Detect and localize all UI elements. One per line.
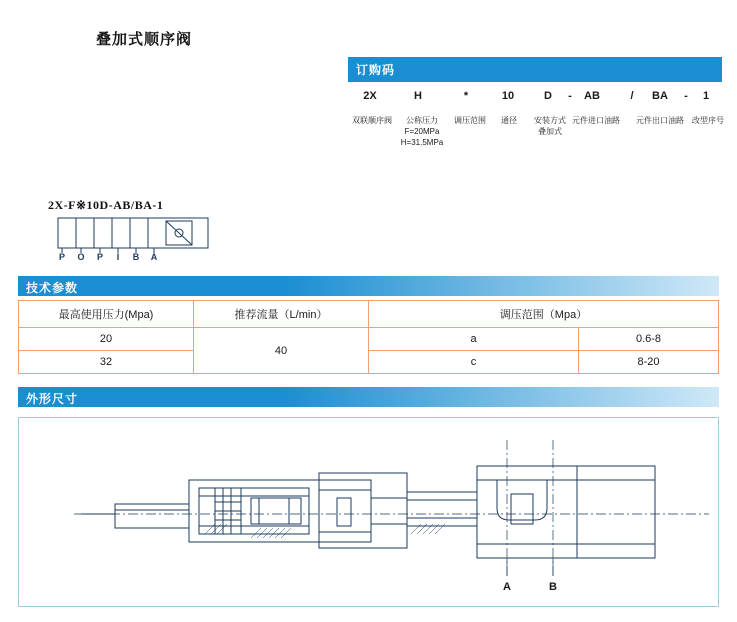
order-code-segment: D [544, 90, 552, 102]
order-code-description: 安装方式 叠加式 [534, 116, 566, 136]
order-code-description: 调压范围 [454, 116, 486, 125]
order-code-row [348, 90, 722, 116]
order-code-description: 通径 [501, 116, 517, 125]
hydraulic-symbol-block [48, 198, 268, 264]
order-code-segment: * [463, 90, 469, 102]
order-code-segment: 10 [501, 90, 515, 102]
order-code-description: 改型序号 [692, 116, 724, 125]
table-row [19, 351, 719, 374]
order-code-separator: - [684, 90, 688, 102]
cell-range-code: c [369, 351, 579, 374]
symbol-port-label: I [116, 252, 120, 261]
dimension-drawing-frame [18, 417, 719, 607]
table-row [19, 328, 719, 351]
order-code-separator: - [568, 90, 572, 102]
hydraulic-symbol-diagram [48, 215, 228, 261]
dimension-drawing [19, 418, 718, 606]
symbol-port-label: B [132, 252, 140, 261]
order-code-segment: AB [584, 90, 600, 102]
technical-parameters-header: 技术参数 [18, 276, 719, 296]
cell-pressure: 20 [19, 328, 194, 351]
column-header-flow: 推荐流量（L/min） [194, 301, 369, 328]
table-header-row [19, 301, 719, 328]
symbol-model-label: 2X-F※10D-AB/BA-1 [48, 198, 164, 212]
symbol-port-label: P [58, 252, 66, 261]
dimension-section-header: 外形尺寸 [18, 387, 719, 407]
page-title: 叠加式顺序阀 [96, 31, 193, 48]
symbol-port-label: O [77, 252, 85, 261]
order-code-description: 元件进口油路 [572, 116, 620, 125]
order-code-segment: 1 [702, 90, 710, 102]
order-code-segment: BA [652, 90, 668, 102]
cell-pressure: 32 [19, 351, 194, 374]
symbol-port-label: A [150, 252, 158, 261]
technical-parameters-table [18, 300, 719, 374]
order-code-segment: H [414, 90, 422, 102]
column-header-pressure: 最高使用压力(Mpa) [19, 301, 194, 328]
cell-flow: 40 [194, 328, 369, 374]
cell-range-code: a [369, 328, 579, 351]
dimension-callout-a: A [503, 581, 511, 593]
cell-range-value: 8-20 [579, 351, 719, 374]
order-code-panel [348, 57, 722, 178]
column-header-range: 调压范围（Mpa） [369, 301, 719, 328]
order-code-separator: / [630, 90, 634, 102]
order-code-description: 双联顺序阀 [352, 116, 392, 125]
dimension-callout-b: B [549, 581, 557, 593]
cell-range-value: 0.6-8 [579, 328, 719, 351]
order-code-segment: 2X [363, 90, 377, 102]
order-code-description: 公称压力 F=20MPa H=31.5MPa [400, 116, 444, 147]
order-code-description: 元件出口油路 [636, 116, 684, 125]
symbol-port-label: P [96, 252, 104, 261]
order-code-header: 订购码 [348, 57, 722, 82]
order-code-description-row [348, 116, 722, 178]
